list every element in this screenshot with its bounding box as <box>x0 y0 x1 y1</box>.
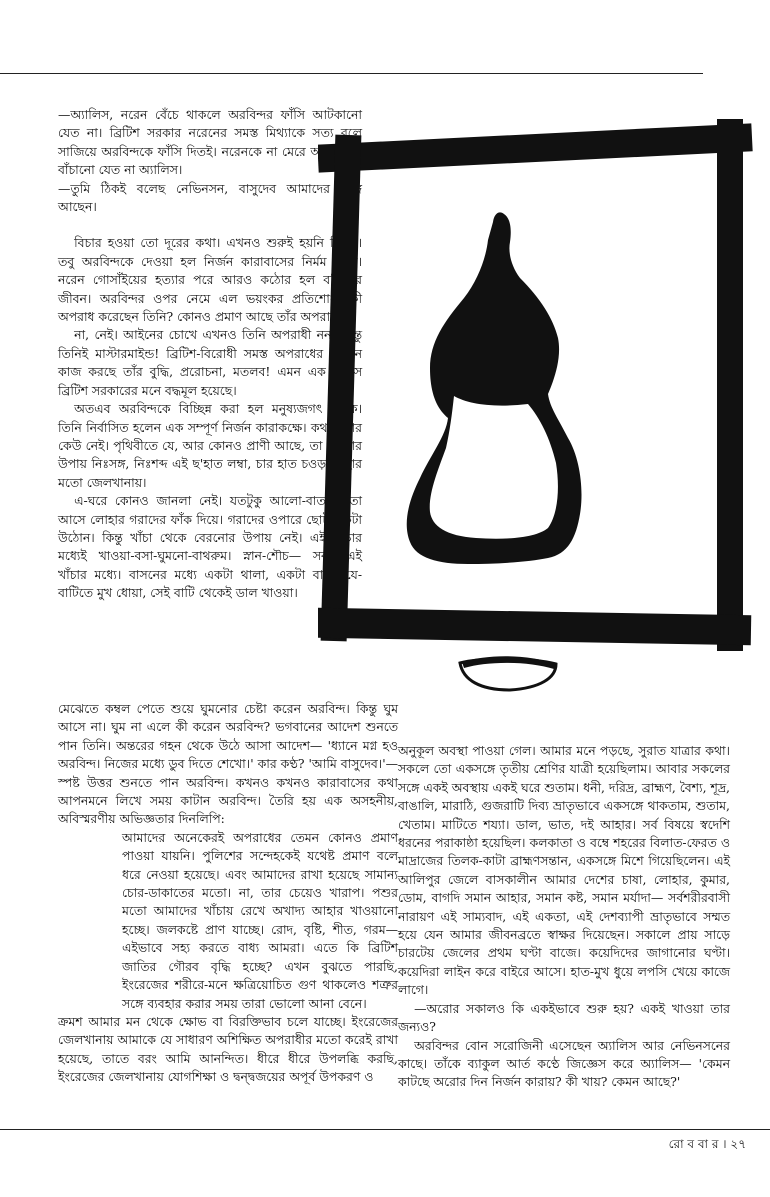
bottom-rule <box>0 1129 770 1130</box>
frame-bottom <box>332 623 736 630</box>
paragraph: —অ্যালিস, নরেন বেঁচে থাকলে অরবিন্দর ফাঁসি আটকানো যেত না। ব্রিটিশ সরকার নরেনের সমস্ত মিথ্যাকে সত্য বলে সাজিয়ে অরবিন্দকে ফাঁসি দিতই। নরেনকে না মেরে অরবিন্দকে বাঁচানো যেত না অ্যালিস। <box>58 107 362 178</box>
paragraph: —অরোর সকালও কি একইভাবে শুরু হয়? একই খাওয়া তার জন্যও? <box>398 1000 730 1035</box>
quote-block: আমাদের অনেকেরই অপরাধের তেমন কোনও প্রমাণ পাওয়া যায়নি। পুলিশের সন্দেহকেই যথেষ্ট প্রমাণ বলে ধরে নেওয়া হয়েছে। এবং আমাদের রাখা হয়েছে সামান্য চোর-ডাকাতের মতো। না, তার চেয়েও খারাপ। পশুর মতো আমাদের খাঁচায় রেখে অখাদ্য আহার খাওয়ানো হচ্ছে। জলকষ্টে প্রাণ যাচ্ছে। রোদ, বৃষ্টি, শীত, গরম— এইভাবে সহ্য করতে বাধ্য আমরা। এতে কি ব্রিটিশ জাতির গৌরব বৃদ্ধি হচ্ছে? এখন বুঝতে পারছি, ইংরেজের শরীরে-মনে ক্ষত্রিয়োচিত গুণ থাকলেও শত্রুর সঙ্গে ব্যবহার করার সময় তারা ভোলো আনা বেনে। <box>122 829 398 1011</box>
page-footer <box>669 1136 746 1156</box>
paragraph: —তুমি ঠিকই বলেছ নেভিনসন, বাসুদেব আমাদের সঙ্গে আছেন। <box>58 180 362 215</box>
paragraph: অতএব অরবিন্দকে বিচ্ছিন্ন করা হল মনুষ্যজগৎ থেকে। তিনি নির্বাসিত হলেন এক সম্পূর্ণ নির্জন কারাকক্ষে। কথা বলার কেউ নেই। পৃথিবীতে যে, আর কোনও প্রাণী আছে, তা বোঝার উপায় নিঃসঙ্গ, নিঃশব্দ এই ছ'হাত লম্বা, চার হাত চওড়া গুহার মতো জেলখানায়। <box>58 401 362 490</box>
paragraph: না, নেই। আইনের চোখে এখনও তিনি অপরাধী নন। কিন্তু তিনিই মাস্টারমাইন্ড! ব্রিটিশ-বিরোধী সমস্ত অপরাধের পিছনে কাজ করছে তাঁর বুদ্ধি, প্ররোচনা, মতলব! এমন এক বিশ্বাস ব্রিটিশ সরকারের মনে বদ্ধমূল হয়েছে। <box>58 327 362 398</box>
paragraph: বিচার হওয়া তো দূরের কথা। এখনও শুরুই হয়নি বিচার। তবু অরবিন্দকে দেওয়া হল নির্জন কারাবাসের নির্মম শাস্তি। নরেন গোসাঁইয়ের হত্যার পরে আরও কঠোর হল বন্দিদের জীবন। অরবিন্দর ওপর নেমে এল ভয়ংকর প্রতিশোধ। কী অপরাধ করেছেন তিনি? কোনও প্রমাণ আছে তাঁর অপরাধের? <box>58 235 362 325</box>
paragraph: অরবিন্দর বোন সরোজিনী এসেছেন অ্যালিস আর নেভিনসনের কাছে। তাঁকে ব্যাকুল আর্ত কণ্ঠে জিজ্ঞেস করে অ্যালিস— 'কেমন কাটছে অরোর দিন নির্জন কারায়? কী খায়? কেমন আছে?' <box>398 1037 730 1090</box>
left-column <box>58 106 362 603</box>
paragraph: ক্রমশ আমার মন থেকে ক্ষোভ বা বিরক্তিভাব চলে যাচ্ছে। ইংরেজের জেলখানায় আমাকে যে সাধারণ অশিক্ষিত অপরাধীর মতো করেই রাখা হয়েছে, তাতে বরং আমি আনন্দিত। ধীরে ধীরে উপলব্ধি করছি, ইংরেজের জেলখানায় যোগশিক্ষা ও দ্বন্দ্বজয়ের অপূর্ব উপকরণ ও <box>58 1013 398 1085</box>
paragraph: মেঝেতে কম্বল পেতে শুয়ে ঘুমনোর চেষ্টা করেন অরবিন্দ। কিন্তু ঘুম আসে না। ঘুম না এলে কী করেন অরবিন্দ? ভগবানের আদেশ শুনতে পান তিনি। অন্তরের গহন থেকে উঠে আসা আদেশ— 'ধ্যানে মগ্ন হও অরবিন্দ। নিজের মধ্যে ডুব দিতে শেখো।' কার কণ্ঠ? 'আমি বাসুদেব।'— স্পষ্ট উত্তর শুনতে পান অরবিন্দ। কখনও কখনও কারাবাসের কথা আপনমনে লিখে সময় কাটান অরবিন্দ। তৈরি হয় এক অসহনীয়, অবিস্মরণীয় অভিজ্ঞতার দিনলিপি: <box>58 701 398 827</box>
footer-separator: । <box>722 1137 727 1151</box>
cell-illustration <box>318 118 754 708</box>
paragraph: অনুকূল অবস্থা পাওয়া গেল। আমার মনে পড়ছে, সুরাত যাত্রার কথা। সকলে তো একসঙ্গে তৃতীয় শ্রেণির যাত্রী হয়েছিলাম। আবার সকলের সঙ্গে একই অবস্থায় একই ঘরে শুতাম। ধনী, দরিদ্র, ব্রাহ্মণ, বৈশ্য, শূদ্র, বাঙালি, মারাঠি, গুজরাটি দিব্য ভ্রাতৃভাবে একসঙ্গে থাকতাম, শুতাম, খেতাম। মাটিতে শয্যা। ডাল, ভাত, দই আহার। সর্ব বিষয়ে স্বদেশি ধরনের পরাকাষ্ঠা হয়েছিল। কলকাতা ও বম্বে শহরের বিলাত-ফেরত ও মাদ্রাজের তিলক-কাটা ব্রাহ্মণসন্তান, একসঙ্গে মিশে গিয়েছিলেন। এই আলিপুর জেলে বাসকালীন আমার দেশের চাষা, লোহার, কুমার, ডোম, বাগদি সমান আহার, সমান কষ্ট, সমান মর্যাদা— সর্বশরীরবাসী নারায়ণ এই সাম্যবাদ, এই একতা, এই দেশব্যাপী ভ্রাতৃভাবে সম্মত হয়ে যেন আমার জীবনব্রতে স্বাক্ষর দিয়েছেন। সকালে প্রায় সাড়ে চারটেয় জেলের প্রথম ঘণ্টা বাজে। কয়েদিদের জাগানোর ঘণ্টা। কয়েদিরা লাইন করে বাইরে আসে। হাত-মুখ ধুয়ে লপসি খেয়ে কাজে লাগে। <box>398 743 730 998</box>
page-number: ২৭ <box>730 1137 746 1151</box>
left-column-continued <box>58 700 398 1087</box>
frame-top <box>332 138 738 158</box>
frame-left <box>334 148 348 628</box>
right-column <box>398 742 730 1092</box>
magazine-name: রো ব বা র <box>668 1137 719 1151</box>
paragraph: এ-ঘরে কোনও জানলা নেই। যতটুকু আলো-বাতাস, তা আসে লোহার গরাদের ফাঁক দিয়ে। গরাদের ওপারে ছোট একটা উঠোন। কিন্তু খাঁচা থেকে বেরনোর উপায় নেই। এই খাঁচার মধ্যেই খাওয়া-বসা-ঘুমনো-বাথরুম। স্নান-শৌচ— সবই এই খাঁচার মধ্যে। বাসনের মধ্যে একটা থালা, একটা বাটি। যে-বাটিতে মুখ ধোয়া, সেই বাটি থেকেই ডাল খাওয়া। <box>58 493 362 601</box>
top-rule <box>0 73 703 74</box>
